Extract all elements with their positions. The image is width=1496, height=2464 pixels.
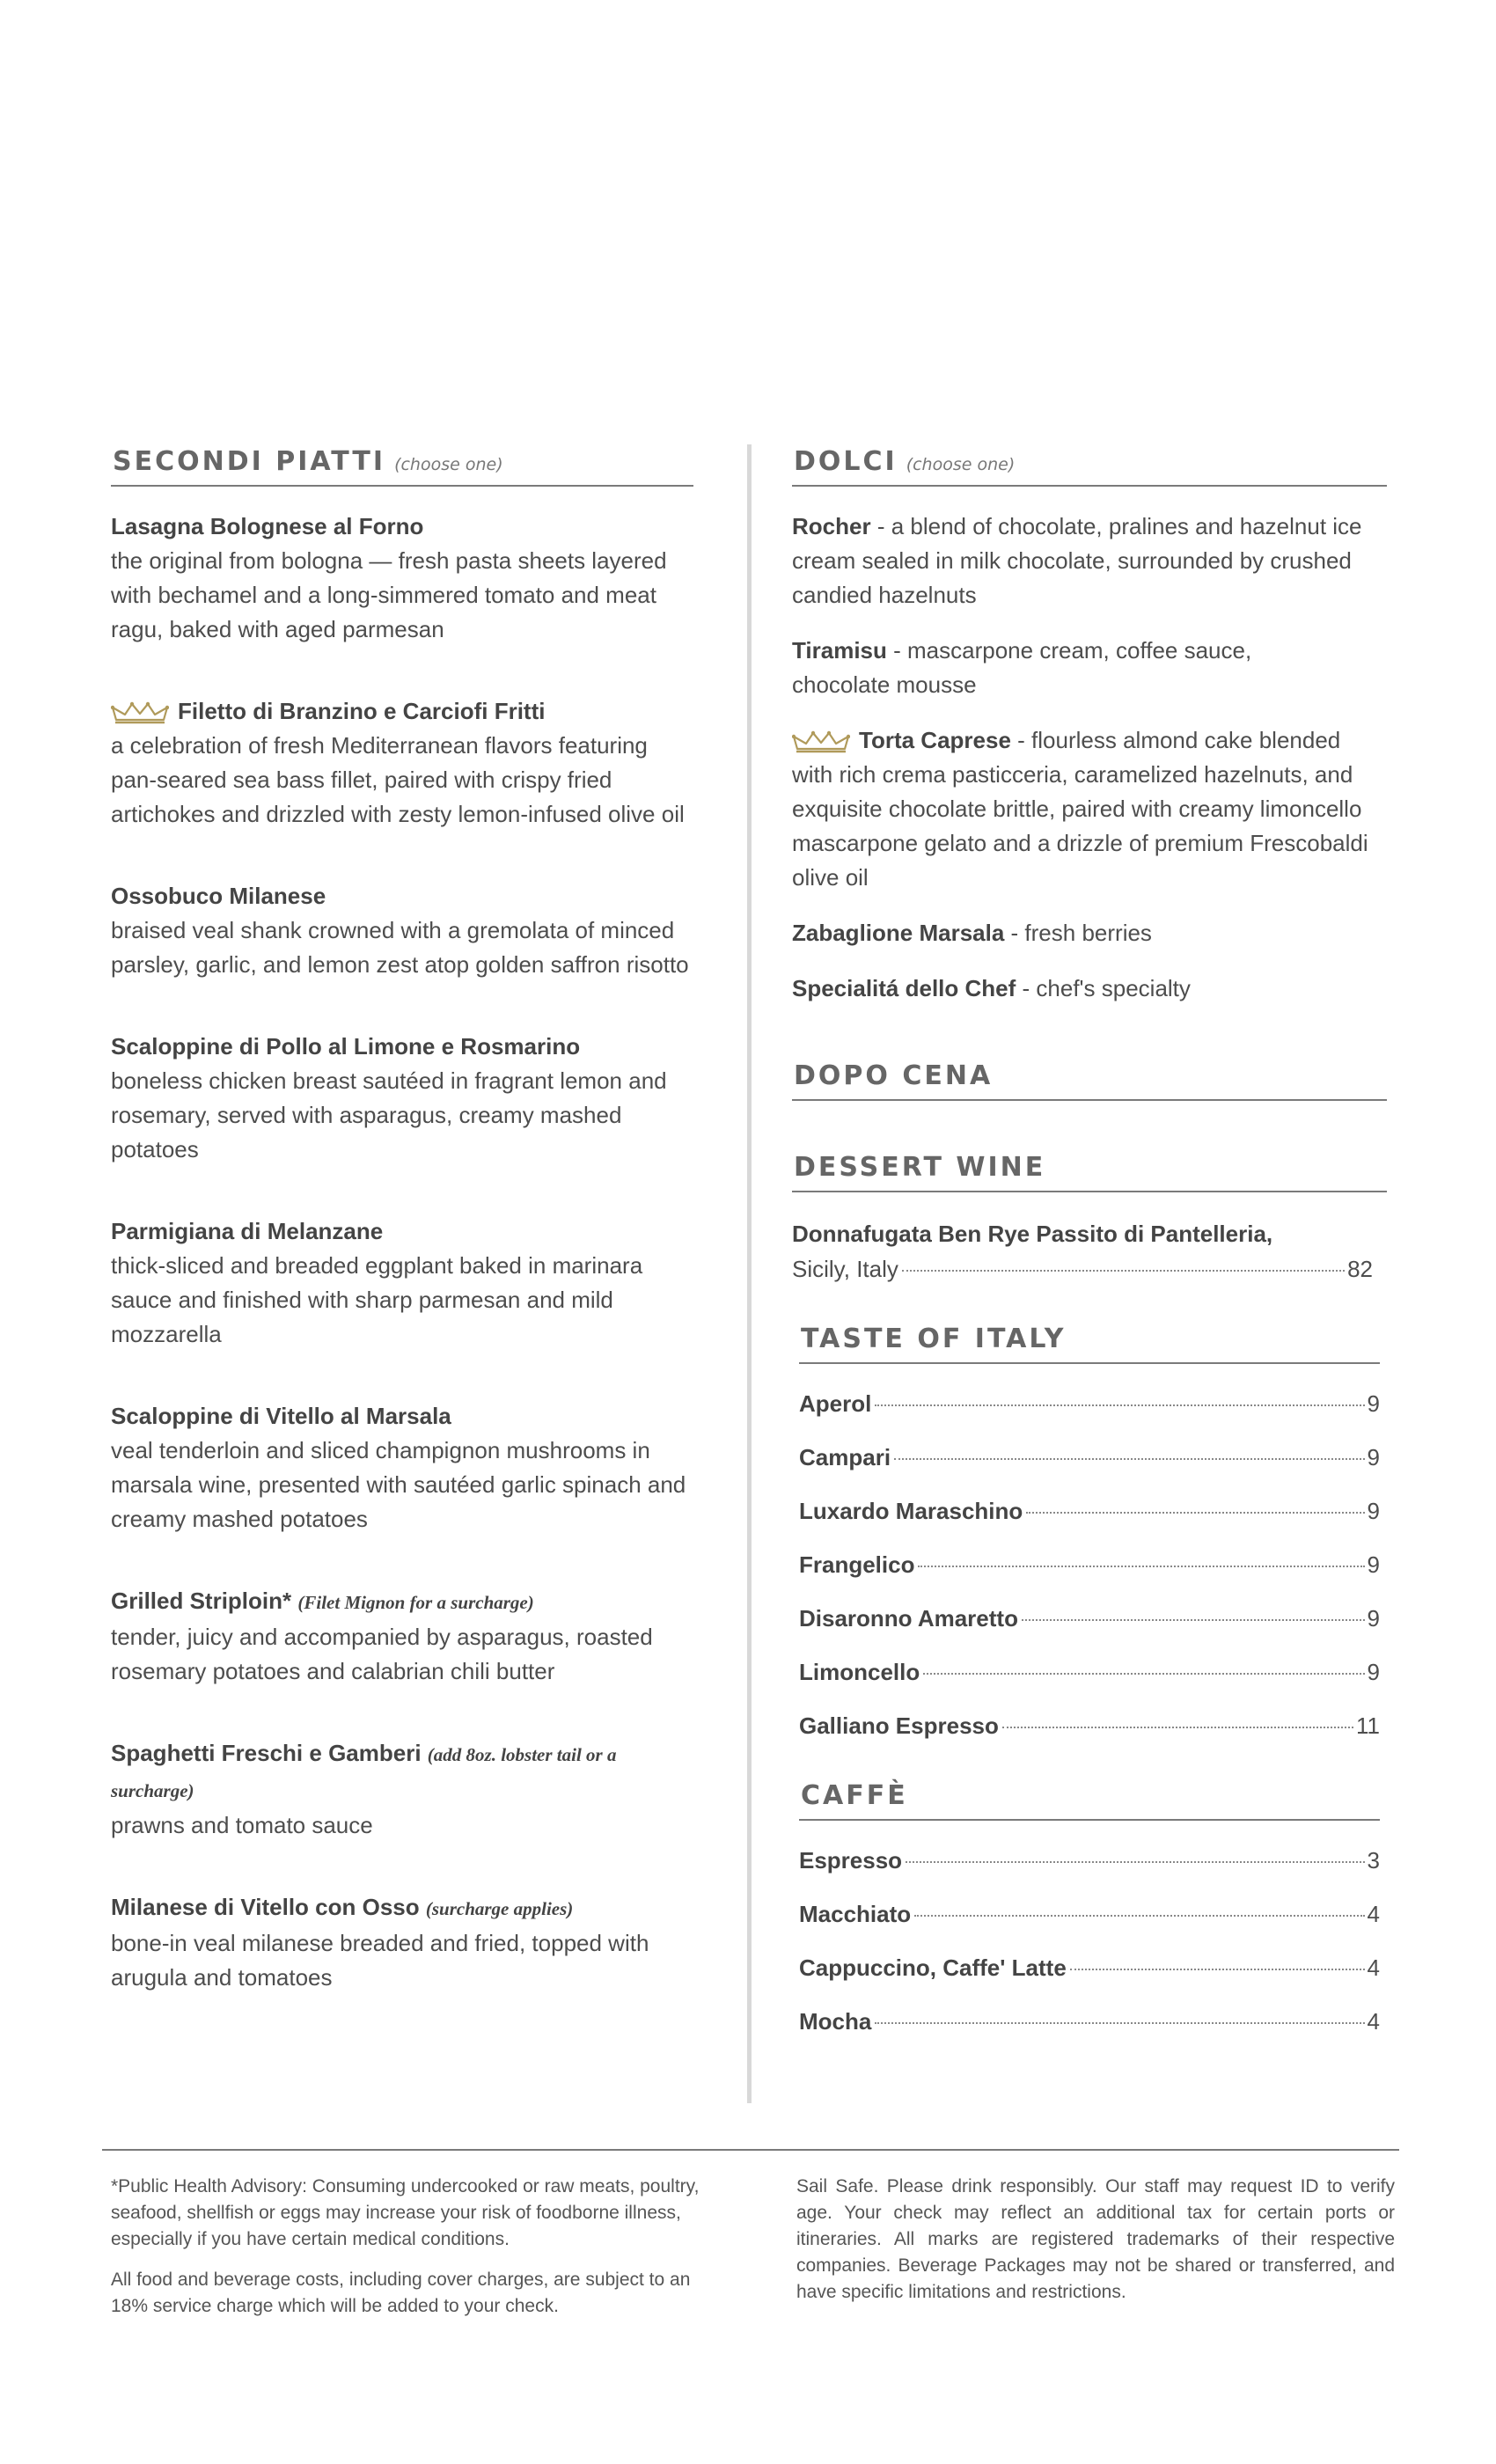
- dish-name: Parmigiana di Melanzane: [111, 1218, 384, 1244]
- dolci-column: [792, 444, 1387, 2039]
- dish-name: Spaghetti Freschi e Gamberi: [111, 1740, 422, 1766]
- dish-item: [111, 1890, 693, 1995]
- dot-leader: [902, 1270, 1345, 1272]
- dolci-header: [792, 444, 1387, 487]
- dessert-item: [792, 510, 1387, 612]
- wine-name: Donnafugata Ben Rye Passito di Pantelleria,: [792, 1221, 1273, 1247]
- footer-divider: [102, 2149, 1399, 2151]
- dessert-description: - mascarpone cream, coffee sauce, chocolate mousse: [792, 637, 1252, 698]
- menu-price-row: Campari 9: [799, 1444, 1380, 1470]
- dish-description: prawns and tomato sauce: [111, 1812, 373, 1838]
- dish-description: boneless chicken breast sautéed in fragrant lemon and rosemary, served with asparagus, creamy mashed potatoes: [111, 1067, 667, 1162]
- dish-description: veal tenderloin and sliced champignon mushrooms in marsala wine, presented with sautéed garlic spinach and creamy mashed potatoes: [111, 1437, 686, 1532]
- dessert-name: Rocher: [792, 513, 871, 539]
- menu-price-row: Luxardo Maraschino 9: [799, 1498, 1380, 1524]
- footer-left: [111, 2174, 706, 2334]
- column-divider: [747, 444, 752, 2103]
- dish-item: [111, 694, 693, 832]
- dish-note: (Filet Mignon for a surcharge): [297, 1592, 534, 1613]
- dish-name: Grilled Striploin*: [111, 1588, 292, 1614]
- menu-price-row: Disaronno Amaretto 9: [799, 1605, 1380, 1632]
- caffe-title: CAFFÈ: [801, 1780, 908, 1811]
- taste-of-italy-title: TASTE OF ITALY: [801, 1324, 1067, 1354]
- dessert-name: Zabaglione Marsala: [792, 920, 1005, 946]
- dish-item: [111, 1584, 693, 1689]
- secondi-note: (choose one): [394, 455, 503, 474]
- dish-description: thick-sliced and breaded eggplant baked in marinara sauce and finished with sharp parmesan and mild mozzarella: [111, 1252, 643, 1347]
- wine-price: 82: [1347, 1256, 1373, 1282]
- menu-price-row: Limoncello 9: [799, 1659, 1380, 1685]
- dolci-note: (choose one): [906, 455, 1016, 474]
- dish-name: Ossobuco Milanese: [111, 883, 326, 909]
- dish-name: Scaloppine di Pollo al Limone e Rosmarino: [111, 1033, 581, 1060]
- dessert-description: - a blend of chocolate, pralines and hazelnut ice cream sealed in milk chocolate, surrounded by crushed candied hazelnuts: [792, 513, 1362, 608]
- dish-note: (add 8oz. lobster tail or a surcharge): [111, 1744, 617, 1801]
- dessert-description: - fresh berries: [1010, 920, 1152, 946]
- taste-of-italy-header: [799, 1322, 1380, 1364]
- dish-name: Lasagna Bolognese al Forno: [111, 513, 424, 539]
- dessert-wine-item: [792, 1215, 1373, 1287]
- sail-safe-note: Sail Safe. Please drink responsibly. Our staff may request ID to verify age. Your check may reflect an additional tax for certain ports or itineraries. All marks are registered trademarks of their respective companies. Beverage Packages may not be shared or transferred, and have specific limitations and restrictions.: [796, 2176, 1395, 2302]
- secondi-header: [111, 444, 693, 487]
- dish-note: (surcharge applies): [425, 1898, 574, 1919]
- dessert-item: [792, 634, 1285, 702]
- health-advisory: *Public Health Advisory: Consuming undercooked or raw meats, poultry, seafood, shellfish or eggs may increase your risk of foodborne illness, especially if you have certain medical conditions.: [111, 2176, 700, 2249]
- dopo-cena-header: [792, 1059, 1387, 1101]
- dolci-title: DOLCI (choose one): [794, 446, 1016, 477]
- dish-name: Filetto di Branzino e Carciofi Fritti: [178, 698, 546, 724]
- dish-description: braised veal shank crowned with a gremolata of minced parsley, garlic, and lemon zest atop golden saffron risotto: [111, 917, 689, 978]
- dish-description: bone-in veal milanese breaded and fried, topped with arugula and tomatoes: [111, 1930, 649, 1991]
- menu-price-row: Frangelico 9: [799, 1551, 1380, 1578]
- dessert-wine-header: [792, 1150, 1387, 1192]
- dessert-description: - flourless almond cake blended with rich crema pasticceria, caramelized hazelnuts, and exquisite chocolate brittle, paired with creamy limoncello mascarpone gelato and a drizzle of premium Frescobaldi olive oil: [792, 727, 1368, 891]
- menu-price-row: Espresso 3: [799, 1847, 1380, 1874]
- service-charge-note: All food and beverage costs, including cover charges, are subject to an 18% service charge which will be added to your check.: [111, 2270, 691, 2316]
- dish-item: [111, 510, 693, 647]
- dish-item: [111, 879, 693, 982]
- dessert-item: [792, 723, 1387, 895]
- dessert-item: [792, 972, 1387, 1006]
- menu-price-row: Galliano Espresso 11: [799, 1712, 1380, 1739]
- dish-item: [111, 1736, 693, 1843]
- dessert-description: - chef's specialty: [1022, 975, 1191, 1001]
- dish-item: [111, 1214, 693, 1352]
- dessert-name: Torta Caprese: [859, 727, 1011, 753]
- dish-name: Milanese di Vitello con Osso: [111, 1894, 420, 1920]
- caffe-header: [799, 1778, 1380, 1821]
- dish-item: [111, 1399, 693, 1536]
- dessert-item: [792, 916, 1387, 950]
- dish-description: a celebration of fresh Mediterranean flavors featuring pan-seared sea bass fillet, paired with crispy fried artichokes and drizzled with zesty lemon-infused olive oil: [111, 732, 685, 827]
- menu-price-row: Cappuccino, Caffe' Latte 4: [799, 1954, 1380, 1981]
- dessert-wine-title: DESSERT WINE: [794, 1152, 1046, 1183]
- menu-price-row: Macchiato 4: [799, 1901, 1380, 1927]
- crown-icon: [792, 730, 850, 754]
- dish-description: the original from bologna — fresh pasta sheets layered with bechamel and a long-simmered tomato and meat ragu, baked with aged parmesan: [111, 547, 667, 642]
- dopo-cena-title: DOPO CENA: [794, 1060, 994, 1091]
- menu-price-row: Mocha 4: [799, 2008, 1380, 2035]
- wine-origin: Sicily, Italy: [792, 1256, 898, 1282]
- secondi-column: [111, 444, 693, 1995]
- dish-description: tender, juicy and accompanied by asparagus, roasted rosemary potatoes and calabrian chili butter: [111, 1624, 653, 1684]
- menu-price-row: Aperol 9: [799, 1390, 1380, 1417]
- dish-name: Scaloppine di Vitello al Marsala: [111, 1403, 451, 1429]
- footer-right: [796, 2174, 1395, 2320]
- crown-icon: [111, 700, 169, 725]
- dessert-name: Specialitá dello Chef: [792, 975, 1016, 1001]
- secondi-title: SECONDI PIATTI (choose one): [113, 446, 503, 477]
- dessert-name: Tiramisu: [792, 637, 887, 664]
- dish-item: [111, 1030, 693, 1167]
